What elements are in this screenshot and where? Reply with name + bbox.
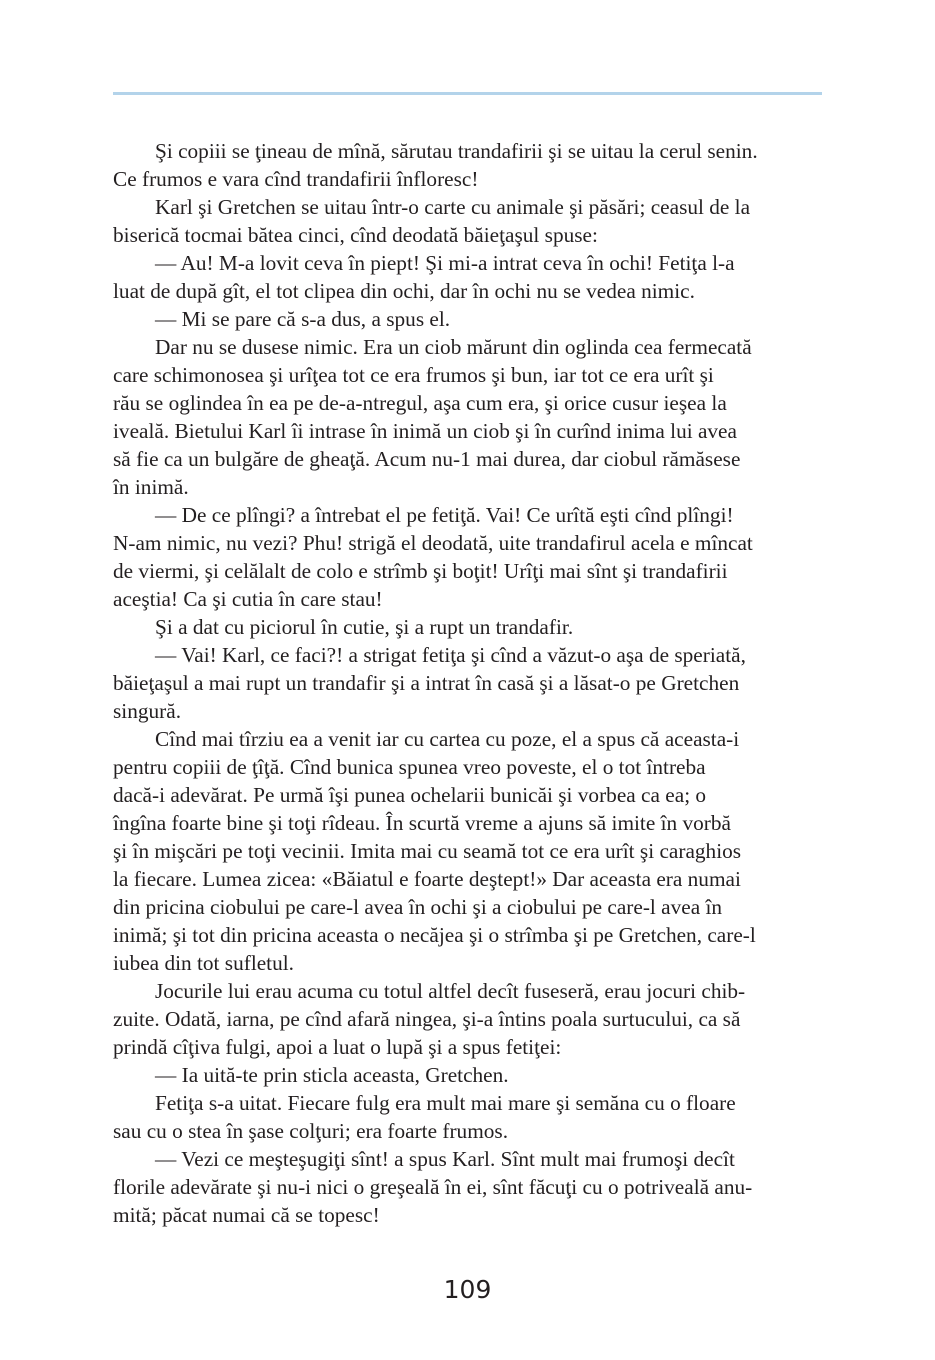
paragraph: — Vai! Karl, ce faci?! a strigat fetiţa şi cînd a văzut-o aşa de speriată, băieţaşul a mai rupt un trandafir şi a intrat în casă şi a lăsat-o pe Gretchen singură.: [113, 643, 746, 723]
paragraph: — De ce plîngi? a întrebat el pe fetiţă. Vai! Ce urîtă eşti cînd plîngi! N-am nimic, nu vezi? Phu! strigă el deodată, uite trandafirul acela e mîncat de viermi, şi celălalt de colo e strîmb şi boţit! Urîţi mai sînt şi trandafirii aceştia! Ca şi cutia în care stau!: [113, 503, 753, 611]
paragraph: — Vezi ce meşteşugiţi sînt! a spus Karl. Sînt mult mai frumoşi decît florile adevărate şi nu-i nici o greşeală în ei, sînt făcuţi cu o potriveală anu- mită; păcat numai că se topesc!: [113, 1147, 753, 1227]
paragraph: Jocurile lui erau acuma cu totul altfel decît fuseseră, erau jocuri chib- zuite. Odată, iarna, pe cînd afară ningea, şi-a întins poala surtucului, ca să prindă cîţiva fulgi, apoi a luat o lupă şi a spus fetiţei:: [113, 979, 746, 1059]
paragraph: Şi a dat cu piciorul în cutie, şi a rupt un trandafir.: [155, 615, 574, 639]
paragraph: Fetiţa s-a uitat. Fiecare fulg era mult mai mare şi semăna cu o floare sau cu o stea în şase colţuri; era foarte frumos.: [113, 1091, 736, 1143]
paragraph: Karl şi Gretchen se uitau într-o carte cu animale şi păsări; ceasul de la biserică tocmai bătea cinci, cînd deodată băieţaşul spuse:: [113, 195, 751, 247]
paragraph: — Mi se pare că s-a dus, a spus el.: [155, 307, 451, 331]
paragraph: — Au! M-a lovit ceva în piept! Şi mi-a intrat ceva în ochi! Fetiţa l-a luat de după gît, el tot clipea din ochi, dar în ochi nu se vedea nimic.: [113, 251, 735, 303]
page-number: 109: [443, 1275, 492, 1304]
body-text: [113, 137, 822, 1229]
paragraph: Şi copiii se ţineau de mînă, sărutau trandafirii şi se uitau la cerul senin. Ce frumos e vara cînd trandafirii înfloresc!: [113, 139, 758, 191]
paragraph: Dar nu se dusese nimic. Era un ciob mărunt din oglinda cea fermecată care schimonosea şi urîţea tot ce era frumos şi bun, iar tot ce era urît şi rău se oglindea în ea pe de-a-ntregul, aşa cum era, şi orice cusur ieşea la iveală. Bietului Karl îi intrase în inimă un ciob şi în curînd inima lui avea să fie ca un bulgăre de gheaţă. Acum nu-1 mai durea, dar ciobul rămăsese în inimă.: [113, 335, 752, 499]
header-rule: [113, 92, 822, 95]
paragraph: — Ia uită-te prin sticla aceasta, Gretchen.: [155, 1063, 509, 1087]
paragraph: Cînd mai tîrziu ea a venit iar cu cartea cu poze, el a spus că aceasta-i pentru copiii de ţîţă. Cînd bunica spunea vreo poveste, el o tot întreba dacă-i adevărat. Pe urmă îşi punea ochelarii bunicăi şi vorbea ca ea; o îngîna foarte bine şi toţi rîdeau. În scurtă vreme a ajuns să imite în vorbă şi în mişcări pe toţi vecinii. Imita mai cu seamă tot ce era urît şi caraghios la fiecare. Lumea zicea: «Băiatul e foarte deştept!» Dar aceasta era numai din pricina ciobului pe care-l avea în ochi şi a ciobului pe care-l avea în inimă; şi tot din pricina aceasta o necăjea şi o strîmba şi pe Gretchen, care-l iubea din tot sufletul.: [113, 727, 756, 975]
